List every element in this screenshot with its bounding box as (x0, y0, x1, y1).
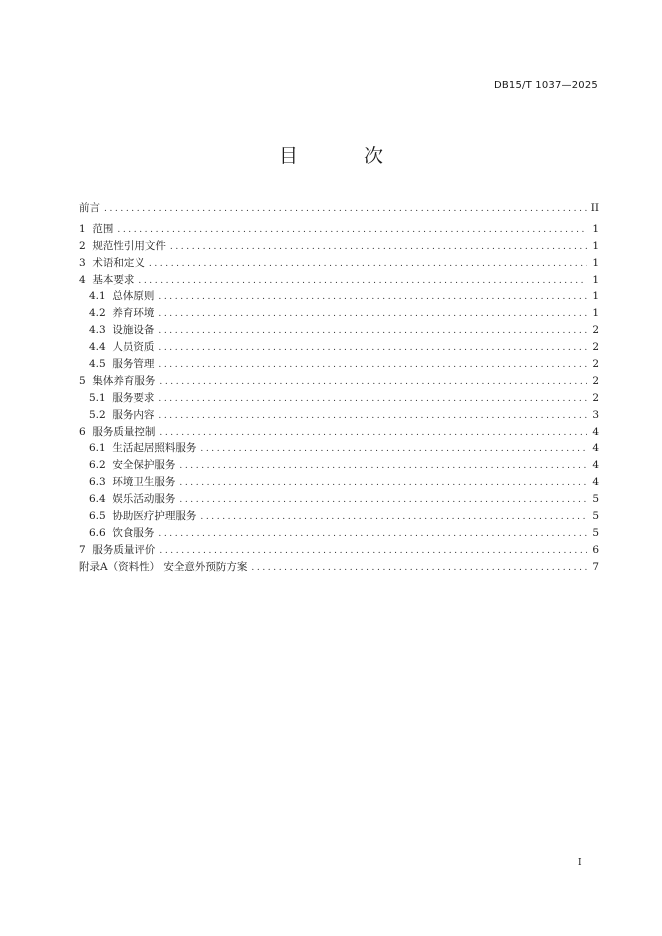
toc-entry[interactable] (79, 542, 599, 559)
toc-entry-page: 1 (592, 239, 599, 252)
toc-entry[interactable] (79, 390, 599, 407)
toc-dot-leader (104, 201, 587, 218)
toc-entry-number: 6.6 (89, 526, 113, 539)
toc-entry-title: 生活起居照料服务 (112, 442, 197, 455)
toc-entry-page: 7 (592, 560, 599, 573)
toc-entry[interactable] (79, 272, 599, 289)
toc-entry-title: 总体原则 (112, 290, 155, 303)
toc-entry-page: 3 (592, 408, 599, 421)
toc-entry[interactable] (79, 339, 599, 356)
toc-dot-leader (117, 222, 587, 239)
toc-entry-title: 服务质量评价 (92, 543, 156, 556)
toc-dot-leader (179, 458, 587, 475)
toc-entry[interactable] (79, 440, 599, 457)
toc-dot-leader (158, 526, 587, 543)
toc-dot-leader (158, 391, 587, 408)
toc-entry-page: 4 (592, 459, 599, 472)
toc-entry[interactable] (79, 424, 599, 441)
toc-entry-page: 4 (592, 442, 599, 455)
toc-dot-leader (179, 492, 587, 509)
toc-entry-number: 6.2 (89, 459, 113, 472)
toc-entry-number: 6.3 (89, 476, 113, 489)
toc-entry[interactable] (79, 508, 599, 525)
toc-entry-number: 6 (79, 425, 93, 438)
toc-entry-title: 术语和定义 (92, 256, 145, 269)
toc-entry[interactable] (79, 221, 599, 238)
toc-entry[interactable] (79, 474, 599, 491)
toc-entry-number: 4.3 (89, 324, 113, 337)
table-of-contents (79, 200, 599, 576)
toc-entry-page: 5 (592, 526, 599, 539)
toc-entry-title: 安全保护服务 (112, 459, 176, 472)
toc-dot-leader (158, 323, 587, 340)
toc-entry-page: 1 (592, 273, 599, 286)
toc-entry-page: 5 (592, 493, 599, 506)
toc-entry[interactable] (79, 200, 599, 217)
toc-dot-leader (138, 273, 587, 290)
toc-entry-number: 7 (79, 543, 93, 556)
toc-entry[interactable] (79, 305, 599, 322)
toc-entry[interactable] (79, 322, 599, 339)
toc-entry-page: 4 (592, 476, 599, 489)
page-number: I (578, 858, 582, 868)
toc-entry-page: 1 (592, 290, 599, 303)
toc-entry-page: 4 (592, 425, 599, 438)
toc-dot-leader (200, 509, 587, 526)
toc-dot-leader (159, 374, 587, 391)
toc-dot-leader (251, 560, 587, 577)
toc-entry-page: 5 (592, 510, 599, 523)
document-code: DB15/T 1037—2025 (493, 80, 598, 91)
toc-dot-leader (200, 441, 587, 458)
toc-entry-number: 1 (79, 222, 93, 235)
toc-entry-title: 饮食服务 (112, 526, 155, 539)
toc-entry-number: 4.4 (89, 341, 113, 354)
toc-entry-number: 5.1 (89, 391, 113, 404)
toc-dot-leader (158, 357, 587, 374)
toc-entry-title: 前言 (79, 202, 100, 214)
toc-entry-page: 1 (592, 256, 599, 269)
toc-entry[interactable] (79, 255, 599, 272)
toc-entry-number: 4.5 (89, 358, 113, 371)
toc-entry-title: 附录A（资料性） 安全意外预防方案 (79, 560, 248, 573)
toc-entry-page: 2 (592, 358, 599, 371)
toc-entry-page: 1 (592, 222, 599, 235)
toc-entry[interactable] (79, 559, 599, 576)
toc-entry-title: 基本要求 (92, 273, 135, 286)
toc-entry-number: 6.1 (89, 442, 113, 455)
toc-entry-number: 5.2 (89, 408, 113, 421)
toc-entry-title: 设施设备 (112, 324, 155, 337)
toc-entry-page: 6 (592, 543, 599, 556)
toc-entry-page: 1 (592, 307, 599, 320)
toc-entry-title: 服务质量控制 (92, 425, 156, 438)
toc-dot-leader (158, 289, 587, 306)
toc-entry-title: 人员资质 (112, 341, 155, 354)
toc-entry-title: 协助医疗护理服务 (112, 510, 197, 523)
toc-dot-leader (158, 408, 587, 425)
toc-dot-leader (159, 425, 587, 442)
toc-entry-title: 集体养育服务 (92, 374, 156, 387)
toc-entry-title: 规范性引用文件 (92, 239, 166, 252)
toc-entry-number: 5 (79, 374, 93, 387)
toc-entry[interactable] (79, 525, 599, 542)
toc-entry-title: 娱乐活动服务 (112, 493, 176, 506)
toc-entry[interactable] (79, 457, 599, 474)
toc-entry[interactable] (79, 491, 599, 508)
toc-dot-leader (159, 543, 587, 560)
toc-entry-page: 2 (592, 324, 599, 337)
toc-dot-leader (170, 239, 587, 256)
toc-entry-title: 服务要求 (112, 391, 155, 404)
toc-entry-number: 3 (79, 256, 93, 269)
toc-entry-title: 服务管理 (112, 358, 155, 371)
toc-entry[interactable] (79, 373, 599, 390)
toc-entry-page: 2 (592, 341, 599, 354)
toc-dot-leader (149, 256, 587, 273)
toc-dot-leader (158, 340, 587, 357)
toc-entry-title: 环境卫生服务 (112, 476, 176, 489)
toc-entry-page: 2 (592, 374, 599, 387)
toc-entry-page: 2 (592, 391, 599, 404)
toc-entry[interactable] (79, 356, 599, 373)
toc-entry-number: 6.4 (89, 493, 113, 506)
toc-entry-number: 4 (79, 273, 93, 286)
toc-entry-title: 范围 (92, 222, 114, 235)
page-title: 目 次 (278, 145, 414, 167)
toc-entry-number: 6.5 (89, 510, 113, 523)
toc-entry[interactable] (79, 238, 599, 255)
toc-entry-number: 2 (79, 239, 93, 252)
toc-entry-page: II (590, 202, 599, 214)
toc-dot-leader (179, 475, 587, 492)
toc-entry-title: 养育环境 (112, 307, 155, 320)
toc-entry[interactable] (79, 288, 599, 305)
toc-entry[interactable] (79, 407, 599, 424)
toc-entry-number: 4.2 (89, 307, 113, 320)
toc-entry-number: 4.1 (89, 290, 113, 303)
toc-entry-title: 服务内容 (112, 408, 155, 421)
toc-dot-leader (158, 306, 587, 323)
